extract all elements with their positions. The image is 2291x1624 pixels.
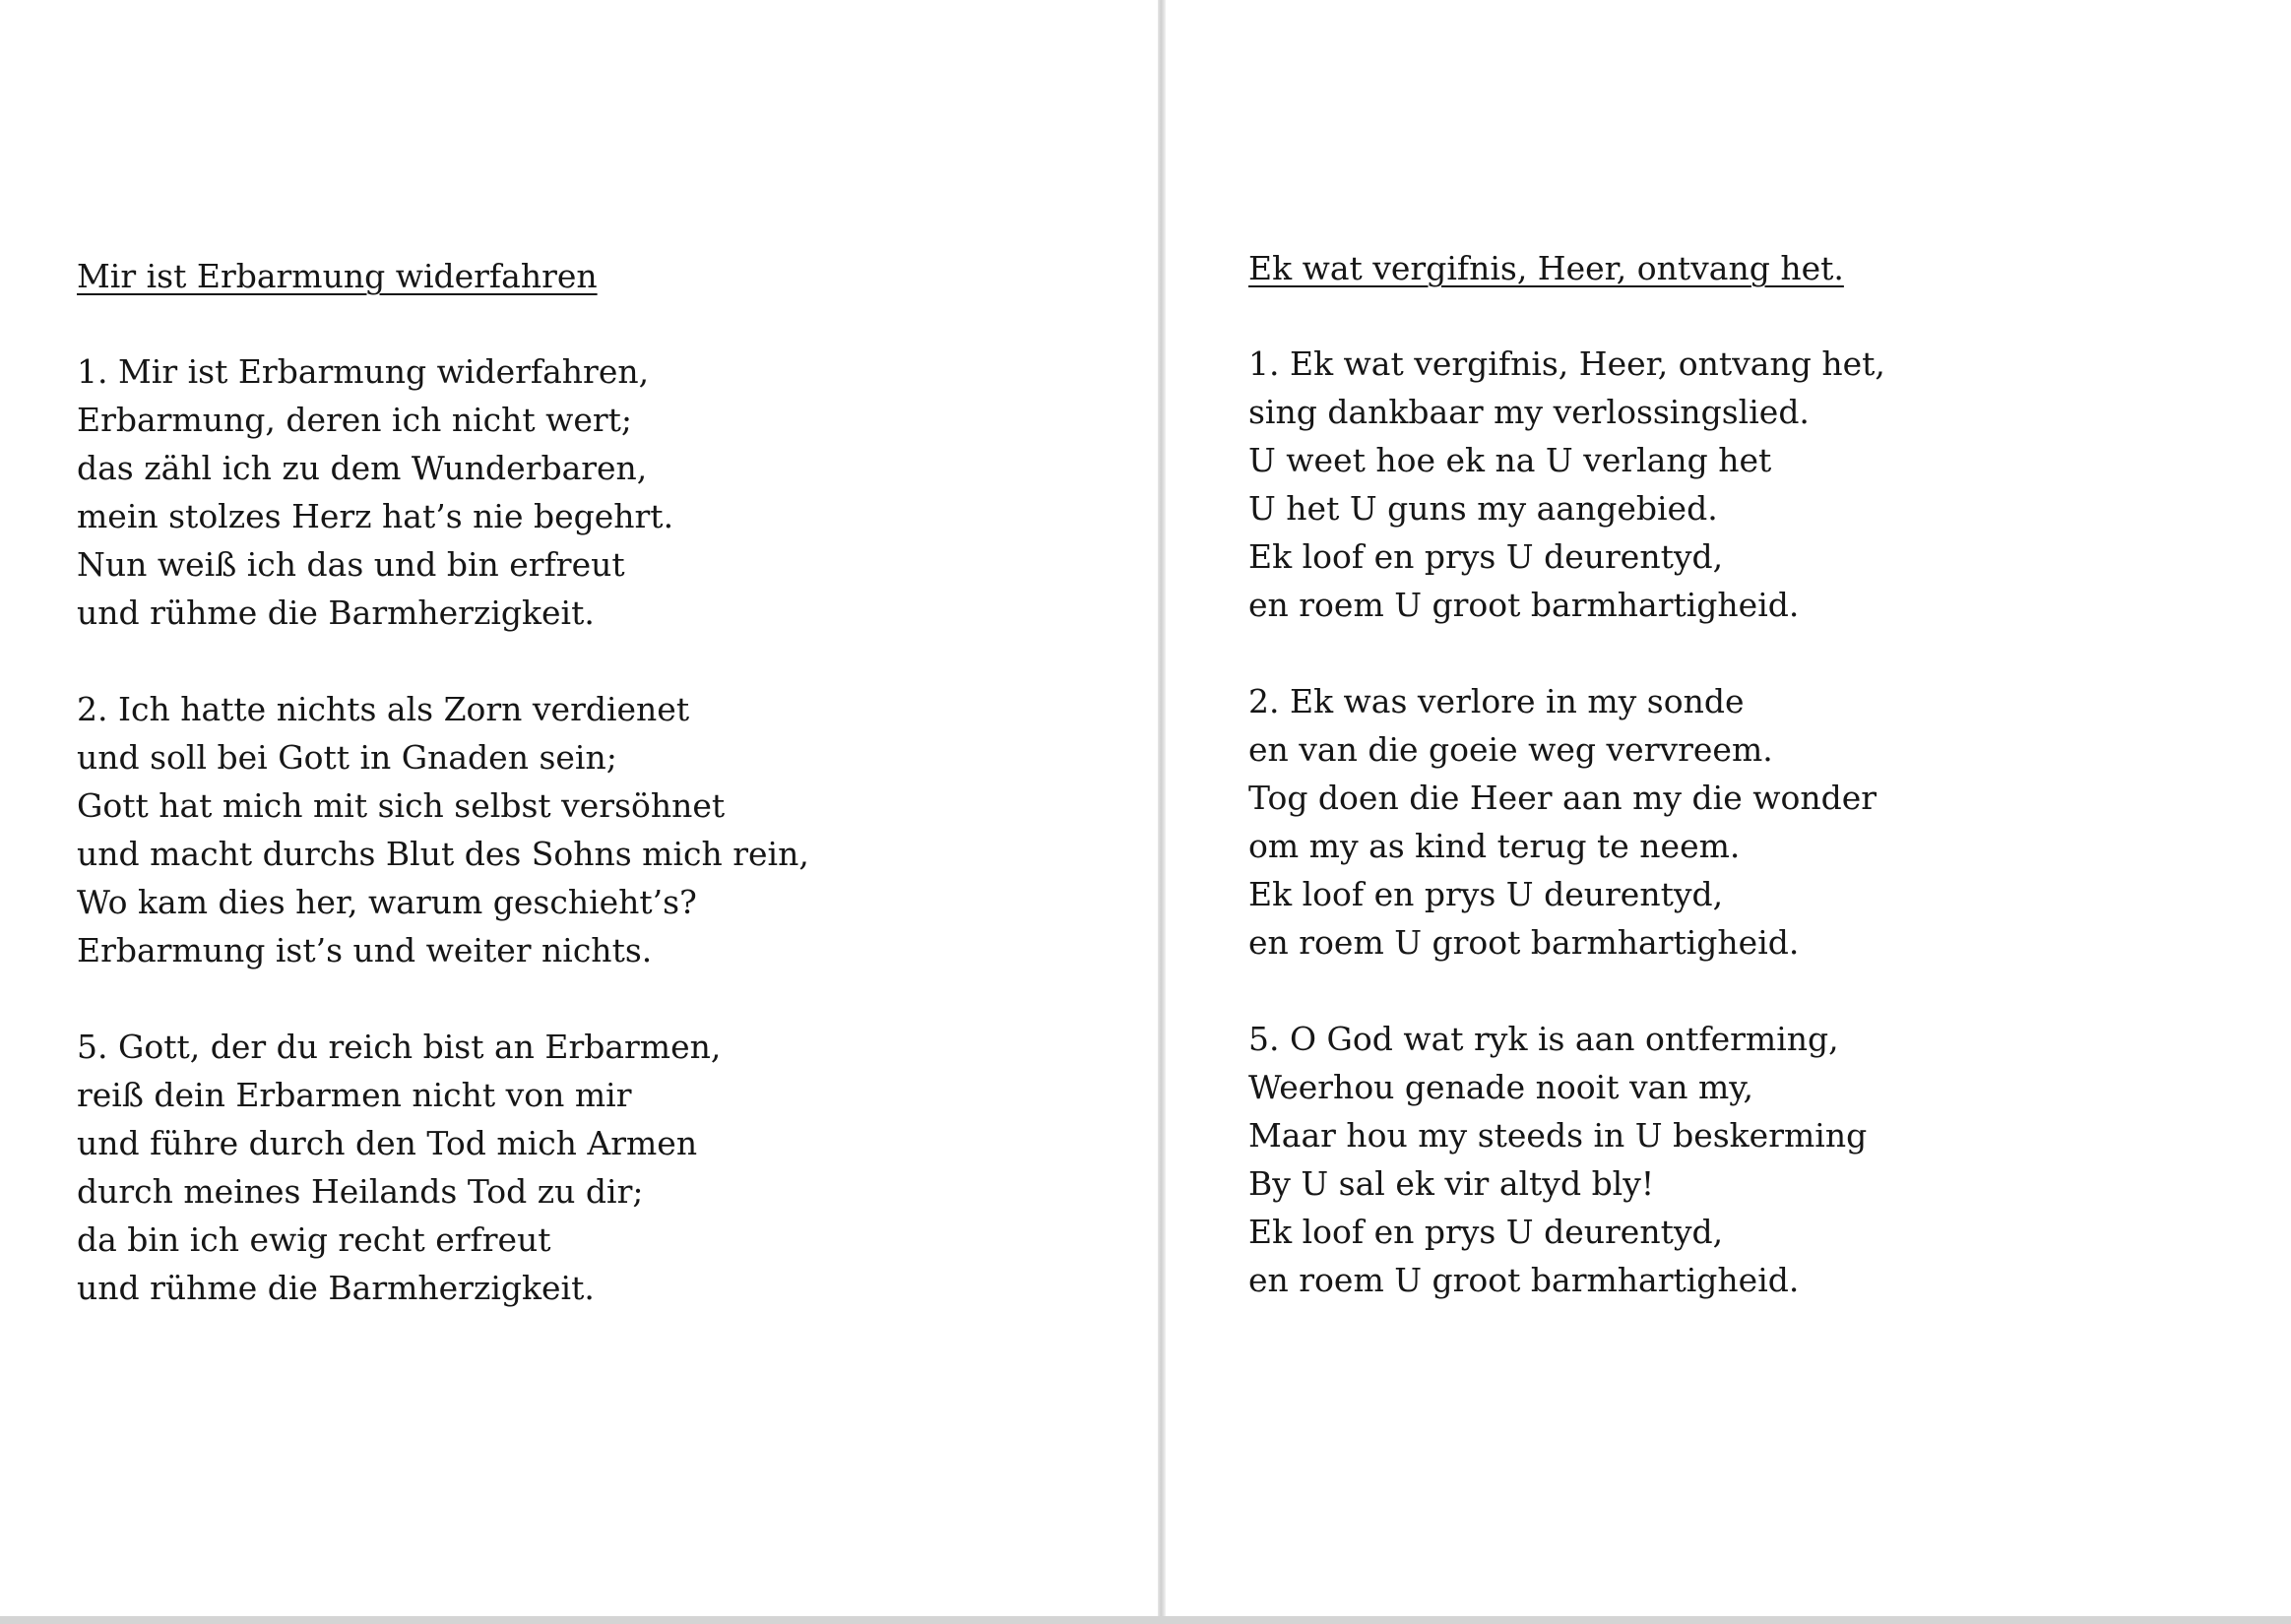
verse-line: durch meines Heilands Tod zu dir; bbox=[77, 1172, 644, 1211]
verse-line: da bin ich ewig recht erfreut bbox=[77, 1220, 551, 1259]
verse-line: 2. Ek was verlore in my sonde bbox=[1248, 682, 1745, 720]
hymn-verse bbox=[1248, 677, 1885, 967]
verse-line: Ek loof en prys U deurentyd, bbox=[1248, 537, 1724, 576]
verse-line: en roem U groot barmhartigheid. bbox=[1248, 923, 1800, 962]
verse-line: und macht durchs Blut des Sohns mich rein, bbox=[77, 835, 809, 873]
verse-line: Tog doen die Heer aan my die wonder bbox=[1248, 779, 1877, 817]
verse-line: Erbarmung, deren ich nicht wert; bbox=[77, 401, 633, 439]
verse-line: Ek loof en prys U deurentyd, bbox=[1248, 1213, 1724, 1251]
hymn-title: Ek wat vergifnis, Heer, ontvang het. bbox=[1248, 249, 1844, 287]
verse-line: Gott hat mich mit sich selbst versöhnet bbox=[77, 786, 726, 825]
hymn-title: Mir ist Erbarmung widerfahren bbox=[77, 257, 598, 295]
right-page bbox=[1166, 0, 2291, 1624]
hymn-verse bbox=[1248, 1015, 1885, 1304]
page-bottom-edge bbox=[0, 1616, 2291, 1624]
verse-line: und rühme die Barmherzigkeit. bbox=[77, 1269, 595, 1307]
verse-line: om my as kind terug te neem. bbox=[1248, 827, 1741, 865]
verse-line: U het U guns my aangebied. bbox=[1248, 489, 1718, 528]
verse-line: Erbarmung ist’s und weiter nichts. bbox=[77, 931, 653, 969]
hymn-verse bbox=[77, 685, 809, 974]
verse-line: das zähl ich zu dem Wunderbaren, bbox=[77, 449, 648, 487]
verse-line: en roem U groot barmhartigheid. bbox=[1248, 586, 1800, 624]
afrikaans-hymn bbox=[1248, 244, 1885, 1352]
verse-line: reiß dein Erbarmen nicht von mir bbox=[77, 1076, 632, 1114]
verse-line: By U sal ek vir altyd bly! bbox=[1248, 1164, 1655, 1203]
verse-line: 1. Ek wat vergifnis, Heer, ontvang het, bbox=[1248, 344, 1885, 383]
verse-line: und rühme die Barmherzigkeit. bbox=[77, 593, 595, 632]
verse-line: Wo kam dies her, warum geschieht’s? bbox=[77, 883, 697, 921]
verse-line: U weet hoe ek na U verlang het bbox=[1248, 441, 1772, 479]
verse-line: 5. Gott, der du reich bist an Erbarmen, bbox=[77, 1028, 722, 1066]
verse-line: sing dankbaar my verlossingslied. bbox=[1248, 393, 1810, 431]
verse-line: 2. Ich hatte nichts als Zorn verdienet bbox=[77, 690, 690, 728]
german-hymn bbox=[77, 252, 809, 1360]
verse-line: Weerhou genade nooit van my, bbox=[1248, 1068, 1754, 1106]
hymn-verse bbox=[77, 347, 809, 637]
hymn-verse bbox=[77, 1023, 809, 1312]
page-fold bbox=[1158, 0, 1166, 1624]
verse-line: und soll bei Gott in Gnaden sein; bbox=[77, 738, 617, 777]
verse-line: 5. O God wat ryk is aan ontferming, bbox=[1248, 1020, 1839, 1058]
verse-line: mein stolzes Herz hat’s nie begehrt. bbox=[77, 497, 674, 535]
verse-line: Nun weiß ich das und bin erfreut bbox=[77, 545, 625, 584]
verse-line: 1. Mir ist Erbarmung widerfahren, bbox=[77, 352, 650, 391]
verse-line: en van die goeie weg vervreem. bbox=[1248, 730, 1773, 769]
verse-line: en roem U groot barmhartigheid. bbox=[1248, 1261, 1800, 1299]
verse-line: Ek loof en prys U deurentyd, bbox=[1248, 875, 1724, 913]
verse-line: und führe durch den Tod mich Armen bbox=[77, 1124, 698, 1162]
hymn-verse bbox=[1248, 340, 1885, 629]
verse-line: Maar hou my steeds in U beskerming bbox=[1248, 1116, 1868, 1155]
